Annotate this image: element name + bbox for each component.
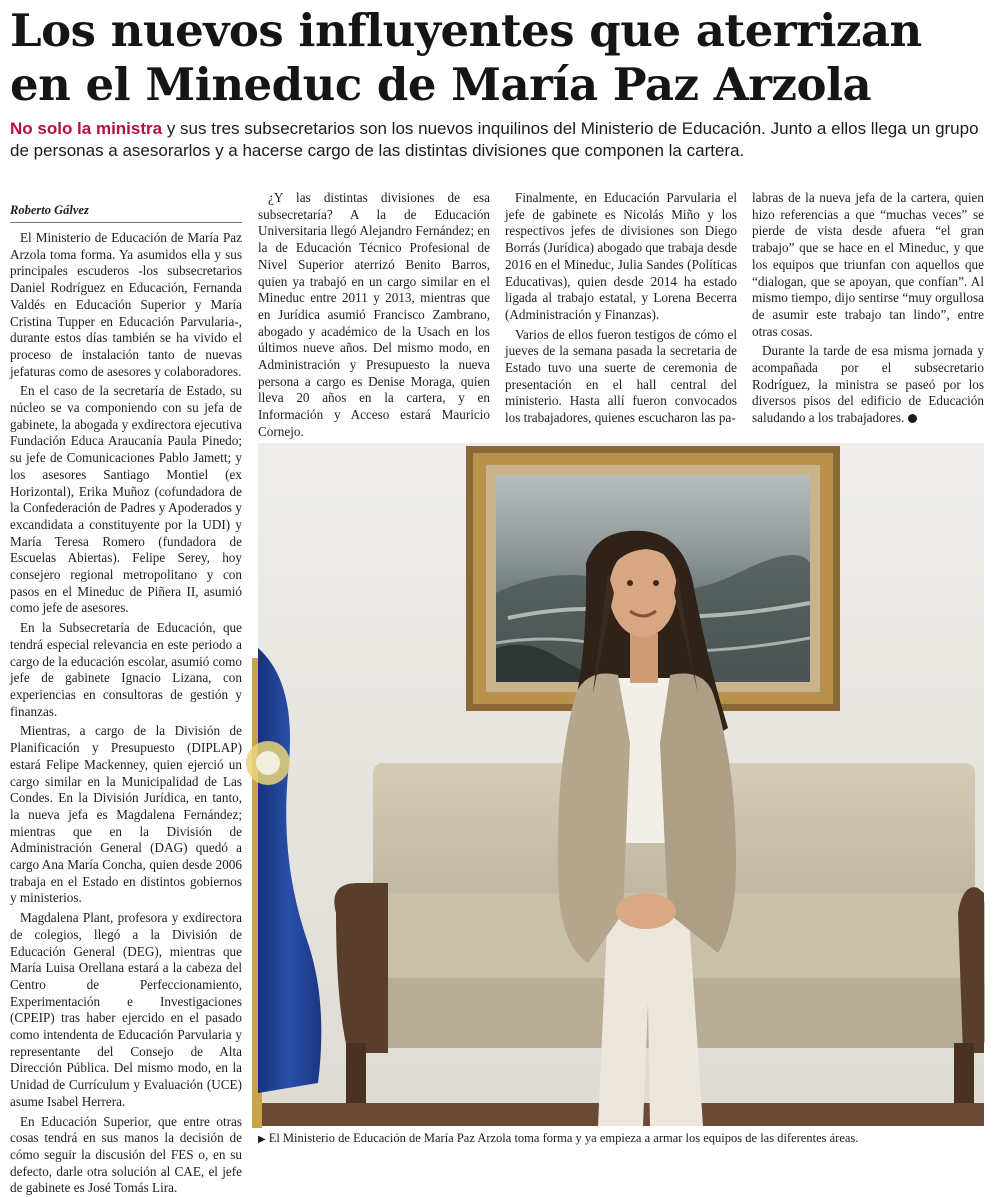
paragraph: Magdalena Plant, profesora y exdirectora de colegios, llegó a la División de Educación General (DEG), mientras que María Luisa Orellana estará a la cabeza del Centro de Perfeccionamiento, Experimentación e Investigaciones (CPEIP) tras haber ejercido en el pasado como intendenta de Educación Parvularia y representante del Consejo de Alta Dirección Pública. Del mismo modo, en la Unidad de Currículum y Evaluación (UCE) asume Isabel Herrera. xyxy=(10,910,242,1109)
article-column-2 xyxy=(258,190,490,439)
photo-illustration xyxy=(258,443,984,1126)
paragraph: Finalmente, en Educación Parvularia el jefe de gabinete es Nicolás Miño y los respectivos jefes de divisiones son Diego Borrás (Jurídica) abogado que trabaja desde 2016 en el Mineduc, Julia Sandes (Políticas Educativas), quien desde 2014 ha estado ligada al trabajo estatal, y Lorena Becerra (Administración y Finanzas). xyxy=(505,190,737,322)
paragraph: En Educación Superior, que entre otras cosas tendrá en sus manos la decisión de cómo seguir la discusión del FES o, en su defecto, darle otra solución al CAE, el jefe de gabinete es José Tomás Lira. xyxy=(10,1113,242,1196)
paragraph-text: Durante la tarde de esa misma jornada y acompañada por el subsecretario Rodríguez, la ministra se paseó por los diversos pisos del edificio de Educación saludando a los trabajadores. xyxy=(752,343,984,426)
headline: Los nuevos influyentes que aterrizan en el Mineduc de María Paz Arzola xyxy=(10,4,922,111)
paragraph: El Ministerio de Educación de María Paz Arzola toma forma. Ya asumidos ella y sus principales escuderos -los subsecretarios Daniel Rodríguez en Educación, Fernanda Valdés en Educación Superior y María Cristina Tupper en Educación Parvularia-, durante estos días también se ha vivido el proceso de instalación tanto de nuevas jefaturas como de asesores y colaboradores. xyxy=(10,230,242,379)
caption-text: El Ministerio de Educación de María Paz Arzola toma forma y ya empieza a armar los equipos de las diferentes áreas. xyxy=(268,1131,859,1145)
deck-lead: No solo la ministra xyxy=(10,119,163,138)
article-column-1 xyxy=(10,230,242,1196)
paragraph: Varios de ellos fueron testigos de cómo el jueves de la semana pasada la secretaria de Estado tuvo una suerte de ceremonia de presentación en el hall central del ministerio. Hasta allí fueron convocados los trabajadores, quienes escucharon las pa- xyxy=(505,326,737,426)
article-column-3 xyxy=(505,190,737,435)
end-mark-icon xyxy=(908,414,917,423)
paragraph: labras de la nueva jefa de la cartera, quien hizo referencias a que “muchas veces” se pierde de vista desde afuera “el gran trabajo” que se hace en el Mineduc, y que los equipos que triunfan con aquellos que “dialogan, que se apoyan, que confían”. Al mismo tiempo, dijo sentirse “muy orgullosa de asumir este trabajo tan lindo”, entre otras cosas. xyxy=(752,190,984,339)
paragraph: En el caso de la secretaría de Estado, su núcleo se va componiendo con su jefa de gabinete, la abogada y exdirectora ejecutiva Fundación Educa Araucanía Paula Pinedo; su jefe de Comunicaciones Pablo Jamett; y los asesores Santiago Montiel (ex Horizontal), Erika Muñoz (cofundadora de la Confederación de Padres y Apoderados y excandidata a constituyente por la UDI) y María Teresa Romero (fundadora de Escuelas Abiertas). Felipe Serey, hoy consejero regional metropolitano y con pasos en el Mineduc de Piñera II, asumió como jefe de asesores. xyxy=(10,383,242,616)
deck xyxy=(10,118,990,162)
deck-text: y sus tres subsecretarios son los nuevos inquilinos del Ministerio de Educación. Junto a ellos llega un grupo de personas a asesorarlos y a hacerse cargo de las distintas divisiones que componen la cartera. xyxy=(10,119,979,160)
paragraph: Mientras, a cargo de la División de Planificación y Presupuesto (DIPLAP) estará Felipe Mackenney, quien ejerció un cargo similar en la Municipalidad de Las Condes. En la División Jurídica, en tanto, la nueva jefa es Magdalena Fernández; mientras que en la División de Administración General (DAG) quedó a cargo Ana María Concha, quien desde 2006 trabaja en el Estado en distintos gobiernos y ministerios. xyxy=(10,723,242,906)
byline: Roberto Gálvez xyxy=(10,202,242,223)
paragraph: En la Subsecretaría de Educación, que tendrá especial relevancia en este periodo a cargo de la educación escolar, asumió como jefe de gabinete Ignacio Lizana, con experiencias en consultoras de gestión y finanzas. xyxy=(10,620,242,719)
article-photo xyxy=(258,443,984,1126)
caption-arrow-icon: ▶ xyxy=(258,1134,266,1145)
photo-caption xyxy=(258,1130,984,1148)
paragraph: ¿Y las distintas divisiones de esa subsecretaría? A la de Educación Universitaria llegó Alejandro Fernández; en la de Educación Técnico Profesional de Nivel Superior aterrizó Benito Barros, quien ya trabajó en un cargo similar en el Mineduc entre 2011 y 2013, mientras que en Jurídica asumió Francisco Zambrano, abogado y académico de la Usach en los últimos nueve años. Del mismo modo, en Administración y Presupuesto la nueva persona a cargo es Denise Moraga, quien lleva 20 años en la cartera, y en Información y Acceso estará Mauricio Cornejo. xyxy=(258,190,490,439)
article-column-4 xyxy=(752,190,984,435)
paragraph-final xyxy=(752,343,984,427)
